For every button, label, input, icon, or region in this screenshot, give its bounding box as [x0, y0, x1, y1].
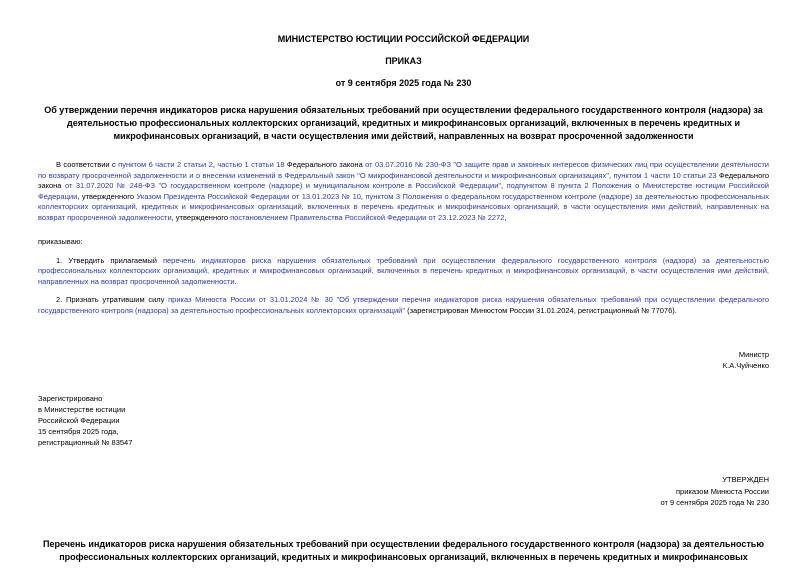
text-segment: (зарегистрирован Минюстом России 31.01.2024, регистрационный № 77076). — [405, 305, 677, 315]
legal-link[interactable]: подпунктом 8 пункта 2 Положения о Министерстве юстиции Российской Федерации — [38, 181, 769, 201]
order-title: Об утверждении перечня индикаторов риска нарушения обязательных требований при осуществлении федерального государственного контроля (надзора) за деятельностью профессиональных коллекторских организаций, кредитных и микрофинансовых организаций, включенных в перечень кредитных и микрофинансовых организаций, в части осуществления ими действий, направленных на возврат просроченной задолженности — [44, 105, 763, 141]
legal-link[interactable]: от 03.07.2016 № 230-ФЗ "О защите прав и законных интересов физических лиц при осуществлении деятельности по возврату просроченной задолженности и о внесении изменений в Федеральный закон "О микрофинансовой деятельности и микрофинансовых организациях" — [38, 160, 769, 180]
legal-link[interactable]: приказ Минюста России от 31.01.2024 № 30 "Об утверждении перечня индикаторов риска нарушения обязательных требований при осуществлении федерального государственного контроля (надзора) за деятельностью профессиональных коллекторских организаций" — [38, 295, 769, 315]
registration-line: в Министерстве юстиции — [38, 405, 126, 414]
legal-link[interactable]: перечень индикаторов риска нарушения обязательных требований при осуществлении федерального государственного контроля (надзора) за деятельностью профессиональных коллекторских организаций, кредитных и микрофинансовых организаций, включенных в перечень кредитных и микрофинансовых организаций, в части осуществления ими действий, направленных на возврат просроченной задолженности — [38, 255, 769, 286]
order-item-2 — [38, 295, 769, 316]
text-segment: 2. Признать утратившим силу — [56, 295, 169, 304]
text-segment: , — [360, 191, 366, 201]
approval-line: приказом Минюста России — [675, 486, 769, 496]
text-segment: 1. Утвердить прилагаемый — [56, 255, 163, 265]
approval-line: УТВЕРЖДЕН — [722, 475, 769, 484]
registration-block — [38, 393, 769, 448]
text-segment: , — [504, 212, 507, 222]
legal-link[interactable]: пунктом 3 Положения о федеральном государственном контроле (надзоре) за деятельностью профессиональных коллекторских организаций, кредитных и микрофинансовых организаций, включенных в перечень кредитных и микрофинансовых организаций, в части осуществления ими действий, направленных на возврат просроченной задолженности — [38, 191, 769, 222]
signature-block — [38, 349, 769, 371]
text-segment: В соответствии с — [56, 160, 119, 169]
minister-position: Министр — [738, 350, 769, 359]
registration-line: Зарегистрировано — [38, 394, 103, 403]
text-segment: . — [234, 276, 237, 286]
registration-line: 15 сентября 2025 года, — [38, 427, 119, 436]
text-segment: Федерального закона — [284, 160, 366, 169]
annex-title: Перечень индикаторов риска нарушения обязательных требований при осуществлении федерального государственного контроля (надзора) за деятельностью профессиональных коллекторских организаций, кредитных и микрофинансовых организаций, включенных в перечень кредитных и микрофинансовых — [42, 538, 765, 562]
text-segment: , — [501, 181, 507, 190]
legal-link[interactable]: Указом Президента Российской Федерации от 13.01.2023 № 10 — [136, 191, 361, 201]
text-segment: , утвержденного — [171, 212, 231, 222]
approval-line: от 9 сентября 2025 года № 230 — [660, 498, 769, 507]
header-ministry: МИНИСТЕРСТВО ЮСТИЦИИ РОССИЙСКОЙ ФЕДЕРАЦИИ — [277, 34, 530, 44]
approval-block — [38, 474, 769, 509]
text-segment: Федерального закона — [38, 170, 769, 190]
text-segment: , — [608, 170, 614, 180]
resolve-word: приказываю: — [38, 237, 83, 246]
legal-link[interactable]: постановлением Правительства Российской Федерации от 23.12.2023 № 2272 — [230, 212, 505, 222]
preamble-paragraph — [38, 160, 769, 223]
legal-link[interactable]: пунктом 1 части 10 статьи 23 — [613, 170, 717, 180]
legal-link[interactable]: частью 1 статьи 18 — [217, 160, 285, 169]
order-item-1 — [38, 256, 769, 288]
text-segment: , — [212, 160, 218, 169]
text-segment: , утвержденного — [77, 191, 137, 201]
registration-line: Российской Федерации — [38, 416, 120, 425]
header-date-number: от 9 сентября 2025 года № 230 — [335, 78, 472, 88]
minister-name: К.А.Чуйченко — [722, 361, 769, 370]
registration-line: регистрационный № 83547 — [38, 438, 133, 447]
legal-link[interactable]: пунктом 6 части 2 статьи 2 — [118, 160, 213, 169]
legal-link[interactable]: от 31.07.2020 № 248-ФЗ "О государственном контроле (надзоре) и муниципальном контроле в Российской Федерации" — [64, 181, 502, 190]
header-doc-type: ПРИКАЗ — [385, 56, 422, 66]
